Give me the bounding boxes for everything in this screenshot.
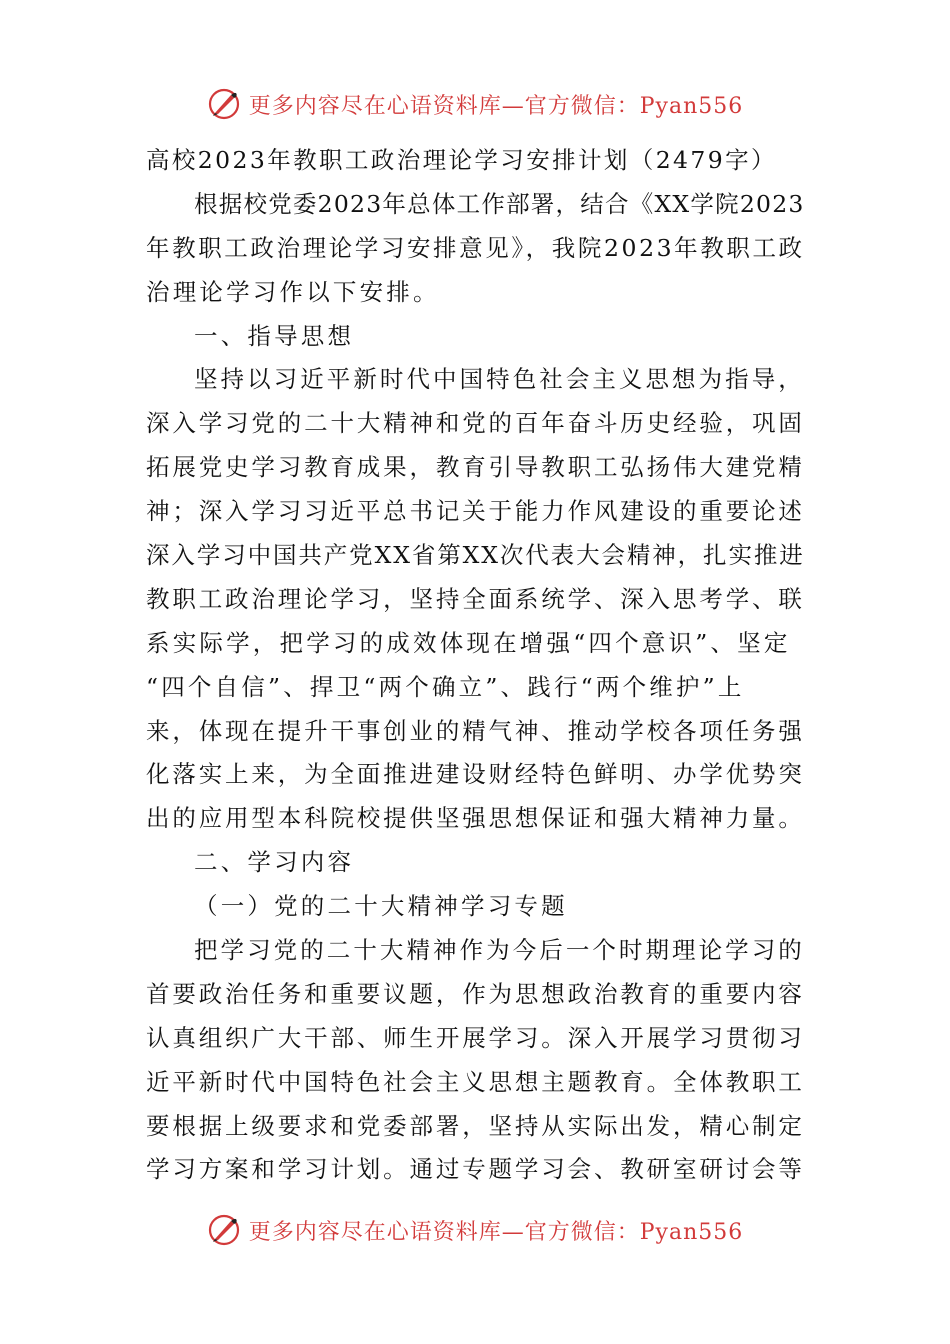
body-text-line: 教职工政治理论学习，坚持全面系统学、深入思考学、联 [146, 584, 805, 613]
body-text-line: 把学习党的二十大精神作为今后一个时期理论学习的 [194, 936, 805, 965]
body-text-line: 深入学习党的二十大精神和党的百年奋斗历史经验，巩固 [146, 409, 805, 438]
body-text-line: 系实际学，把学习的成效体现在增强“四个意识”、坚定 [146, 628, 791, 657]
body-text-line: “四个自信”、捍卫“两个确立”、践行“两个维护”上 [146, 672, 745, 701]
body-text-line: 治理论学习作以下安排。 [146, 277, 440, 306]
watermark-text: 更多内容尽在心语资料库—官方微信：Pyan556 [248, 1219, 744, 1245]
body-text-line: 拓展党史学习教育成果，教育引导教职工弘扬伟大建党精 [146, 453, 805, 482]
body-text-line: 坚持以习近平新时代中国特色社会主义思想为指导， [194, 365, 805, 394]
body-text-line: 认真组织广大干部、师生开展学习。深入开展学习贯彻习 [146, 1023, 805, 1052]
body-text-line: 根据校党委2023年总体工作部署，结合《XX学院2023 [194, 189, 805, 218]
quill-logo-icon [207, 1213, 241, 1247]
section-heading: 二、学习内容 [194, 848, 355, 877]
document-title: 高校2023年教职工政治理论学习安排计划（2479字） [146, 146, 777, 174]
body-text-line: 首要政治任务和重要议题，作为思想政治教育的重要内容 [146, 979, 805, 1008]
subsection-heading: （一）党的二十大精神学习专题 [194, 892, 568, 921]
body-text-line: 出的应用型本科院校提供坚强思想保证和强大精神力量。 [146, 804, 805, 833]
body-text-line: 年教职工政治理论学习安排意见》，我院2023年教职工政 [146, 233, 805, 262]
body-text-line: 深入学习中国共产党XX省第XX次代表大会精神，扎实推进 [146, 541, 805, 570]
document-body [146, 139, 806, 1192]
watermark-text: 更多内容尽在心语资料库—官方微信：Pyan556 [248, 93, 744, 119]
footer-watermark-banner [0, 1210, 950, 1250]
body-text-line: 近平新时代中国特色社会主义思想主题教育。全体教职工 [146, 1067, 805, 1096]
quill-logo-icon [207, 87, 241, 121]
body-text-line: 要根据上级要求和党委部署，坚持从实际出发，精心制定 [146, 1111, 805, 1140]
header-watermark-banner [0, 84, 950, 124]
section-heading: 一、指导思想 [194, 321, 355, 350]
body-text-line: 神；深入学习习近平总书记关于能力作风建设的重要论述 [146, 497, 805, 526]
body-text-line: 化落实上来，为全面推进建设财经特色鲜明、办学优势突 [146, 760, 805, 789]
body-text-line: 学习方案和学习计划。通过专题学习会、教研室研讨会等 [146, 1155, 805, 1184]
body-text-line: 来，体现在提升干事创业的精气神、推动学校各项任务强 [146, 716, 805, 745]
